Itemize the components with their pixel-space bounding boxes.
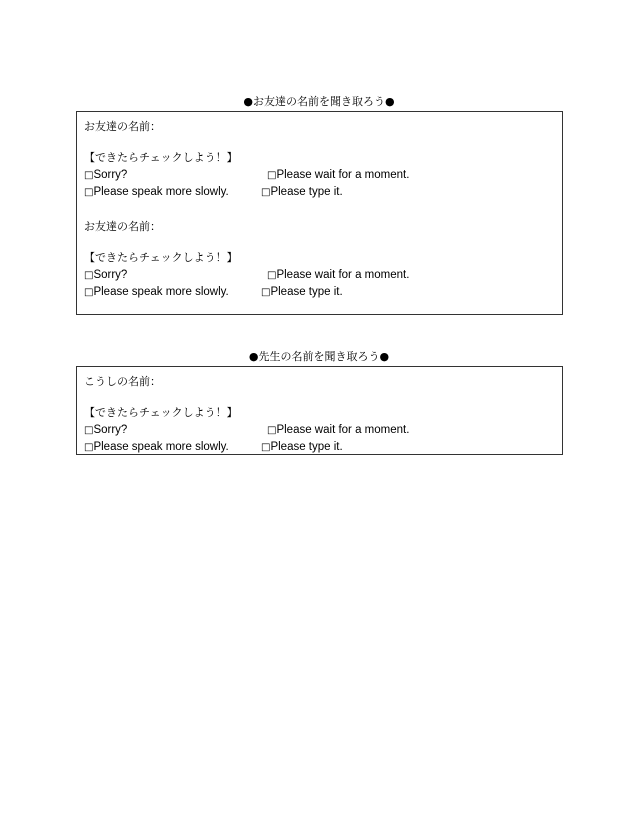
option-row	[84, 183, 562, 200]
option-row	[84, 421, 562, 438]
friends-name-box	[76, 111, 563, 315]
name-label: お友達の名前：	[84, 120, 161, 133]
option-slowly: Please speak more slowly.	[93, 186, 229, 198]
option-row	[84, 283, 562, 300]
name-entry	[84, 373, 562, 455]
checkbox-icon[interactable]: □	[84, 442, 94, 453]
section-title-teacher: ●先生の名前を聞き取ろう●	[248, 350, 390, 363]
option-row	[84, 438, 562, 455]
option-slowly: Please speak more slowly.	[93, 286, 229, 298]
checkbox-icon[interactable]: □	[261, 287, 271, 298]
section-title-friends: ●お友達の名前を聞き取ろう●	[243, 95, 395, 108]
name-label: お友達の名前：	[84, 220, 161, 233]
name-entry	[84, 118, 562, 200]
checkbox-icon[interactable]: □	[84, 170, 94, 181]
option-type: Please type it.	[270, 286, 343, 298]
name-entry	[84, 218, 562, 300]
check-heading: 【できたらチェックしよう！】	[84, 151, 238, 164]
option-row	[84, 166, 562, 183]
checkbox-icon[interactable]: □	[84, 270, 94, 281]
checkbox-icon[interactable]: □	[261, 187, 271, 198]
checkbox-icon[interactable]: □	[84, 425, 94, 436]
checkbox-icon[interactable]: □	[84, 187, 94, 198]
option-sorry: Sorry?	[93, 269, 128, 281]
option-row	[84, 266, 562, 283]
option-wait: Please wait for a moment.	[276, 269, 410, 281]
option-type: Please type it.	[270, 186, 343, 198]
teacher-name-box	[76, 366, 563, 455]
check-heading: 【できたらチェックしよう！】	[84, 251, 238, 264]
option-sorry: Sorry?	[93, 169, 128, 181]
option-type: Please type it.	[270, 441, 343, 453]
option-slowly: Please speak more slowly.	[93, 441, 229, 453]
checkbox-icon[interactable]: □	[267, 270, 277, 281]
check-heading: 【できたらチェックしよう！】	[84, 406, 238, 419]
checkbox-icon[interactable]: □	[267, 425, 277, 436]
option-wait: Please wait for a moment.	[276, 424, 410, 436]
name-label: こうしの名前：	[84, 375, 161, 388]
checkbox-icon[interactable]: □	[84, 287, 94, 298]
option-sorry: Sorry?	[93, 424, 128, 436]
checkbox-icon[interactable]: □	[261, 442, 271, 453]
option-wait: Please wait for a moment.	[276, 169, 410, 181]
checkbox-icon[interactable]: □	[267, 170, 277, 181]
